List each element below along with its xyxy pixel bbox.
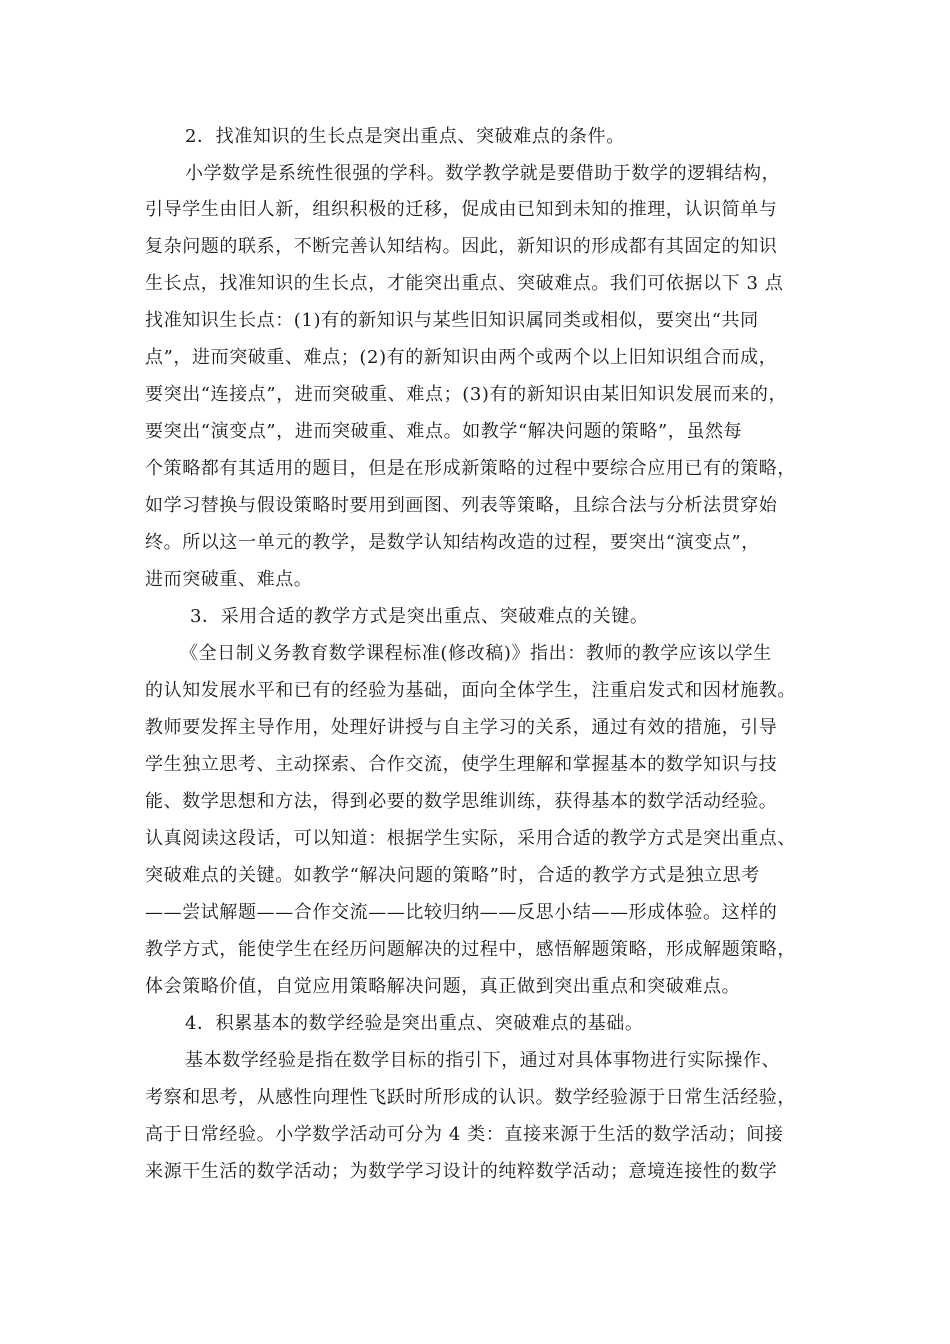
heading-4: 4．积累基本的数学经验是突出重点、突破难点的基础。	[185, 1013, 644, 1034]
paragraph-line: 如学习替换与假设策略时要用到画图、列表等策略，且综合法与分析法贯穿始	[145, 495, 778, 516]
paragraph-line: 点”，进而突破重、难点；(2)有的新知识由两个或两个以上旧知识组合而成，	[145, 347, 778, 368]
paragraph-line: 终。所以这一单元的教学，是数学认知结构改造的过程，要突出“演变点”，	[145, 532, 760, 553]
heading-3: 3．采用合适的教学方式是突出重点、突破难点的关键。	[190, 606, 649, 627]
paragraph-line: 学生独立思考、主动探索、合作交流，使学生理解和掌握基本的数学知识与技	[145, 754, 778, 775]
paragraph-line: 要突出“连接点”，进而突破重、难点；(3)有的新知识由某旧知识发展而来的，	[145, 384, 788, 405]
paragraph-line: 能、数学思想和方法，得到必要的数学思维训练，获得基本的数学活动经验。	[145, 791, 778, 812]
paragraph-line: 体会策略价值，自觉应用策略解决问题，真正做到突出重点和突破难点。	[145, 976, 741, 997]
paragraph-line: 教学方式，能使学生在经历问题解决的过程中，感悟解题策略，形成解题策略，	[145, 939, 796, 960]
paragraph-line: 考察和思考，从感性向理性飞跃时所形成的认识。数学经验源于日常生活经验，	[145, 1087, 796, 1108]
paragraph-line: 进而突破重、难点。	[145, 569, 313, 590]
paragraph-line: 《全日制义务教育数学课程标准(修改稿)》指出：教师的教学应该以学生	[180, 643, 772, 664]
paragraph-line: 来源干生活的数学活动；为数学学习设计的纯粹数学活动；意境连接性的数学	[145, 1161, 778, 1182]
paragraph-line: 高于日常经验。小学数学活动可分为 4 类：直接来源于生活的数学活动；间接	[145, 1124, 784, 1145]
paragraph-line: 生长点，找准知识的生长点，才能突出重点、突破难点。我们可依据以下 3 点	[145, 273, 784, 294]
paragraph-line: 小学数学是系统性很强的学科。数学教学就是要借助于数学的逻辑结构，	[185, 163, 781, 184]
paragraph-line: 找准知识生长点：(1)有的新知识与某些旧知识属同类或相似，要突出“共同	[145, 310, 759, 331]
paragraph-line: ——尝试解题——合作交流——比较归纳——反思小结——形成体验。这样的	[145, 902, 778, 923]
heading-2: 2．找准知识的生长点是突出重点、突破难点的条件。	[185, 126, 625, 147]
paragraph-line: 引导学生由旧人新，组织积极的迁移，促成由已知到未知的推理，认识简单与	[145, 199, 778, 220]
paragraph-line: 教师要发挥主导作用，处理好讲授与自主学习的关系，通过有效的措施，引导	[145, 717, 778, 738]
paragraph-line: 基本数学经验是指在数学目标的指引下，通过对具体事物进行实际操作、	[185, 1050, 781, 1071]
paragraph-line: 的认知发展水平和已有的经验为基础，面向全体学生，注重启发式和因材施教。	[145, 680, 796, 701]
paragraph-line: 复杂问题的联系，不断完善认知结构。因此，新知识的形成都有其固定的知识	[145, 236, 778, 257]
paragraph-line: 突破难点的关键。如教学“解决问题的策略”时，合适的教学方式是独立思考	[145, 865, 760, 886]
paragraph-line: 要突出“演变点”，进而突破重、难点。如教学“解决问题的策略”，虽然每	[145, 421, 743, 442]
paragraph-line: 个策略都有其适用的题目，但是在形成新策略的过程中要综合应用已有的策略，	[145, 458, 796, 479]
paragraph-line: 认真阅读这段话，可以知道：根据学生实际，采用合适的教学方式是突出重点、	[145, 828, 796, 849]
